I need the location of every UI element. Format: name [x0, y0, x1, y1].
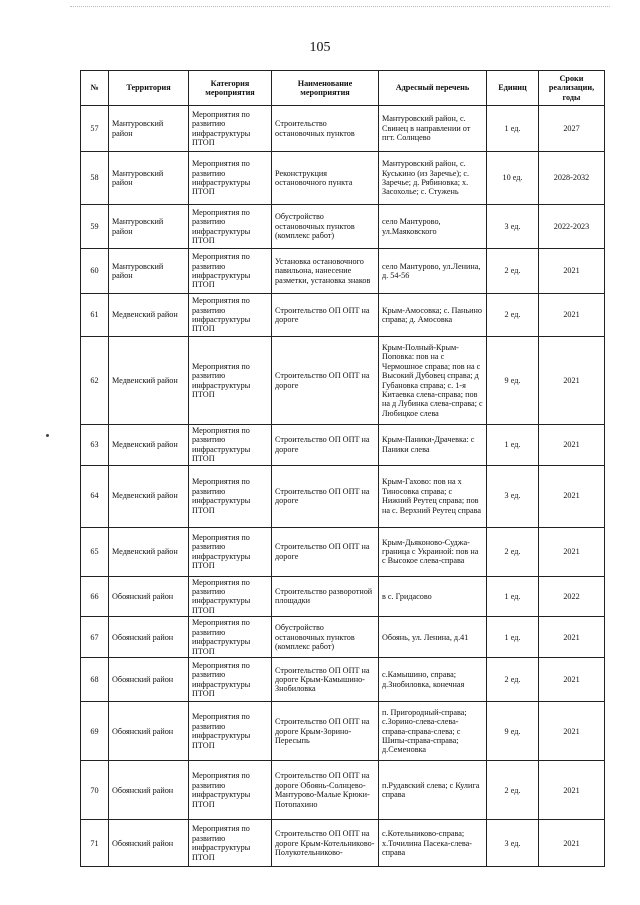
header-address: Адресный перечень — [379, 71, 487, 106]
row-category: Мероприятия по развитию инфраструктуры ПТОП — [189, 465, 272, 527]
row-units: 9 ед. — [487, 702, 539, 761]
row-name: Строительство остановочных пунктов — [272, 106, 379, 152]
row-category: Мероприятия по развитию инфраструктуры ПТОП — [189, 761, 272, 820]
row-name: Строительство ОП ОПТ на дороге — [272, 337, 379, 425]
page-number: 105 — [309, 40, 331, 55]
row-years: 2028-2032 — [539, 152, 605, 205]
row-territory: Медвенский район — [109, 425, 189, 466]
row-territory: Обоянский район — [109, 617, 189, 658]
row-territory: Обоянский район — [109, 761, 189, 820]
header-category: Категория мероприятия — [189, 71, 272, 106]
row-address: Крым-Полный-Крым-Поповка: пов на с Чермошное справа; пов на с Высокий Дубовец справа; д Губановка справа; с. 1-я Китаевка слева-справа; пов на д Лубинка слева-справа; с Любицкое слева — [379, 337, 487, 425]
row-territory: Медвенский район — [109, 337, 189, 425]
row-number: 71 — [81, 820, 109, 867]
row-category: Мероприятия по развитию инфраструктуры ПТОП — [189, 205, 272, 249]
row-number: 57 — [81, 106, 109, 152]
row-units: 3 ед. — [487, 465, 539, 527]
row-address: село Мантурово, ул.Ленина, д. 54-56 — [379, 249, 487, 294]
row-category: Мероприятия по развитию инфраструктуры ПТОП — [189, 617, 272, 658]
row-territory: Мантуровский район — [109, 205, 189, 249]
header-years: Сроки реализации, годы — [539, 71, 605, 106]
row-number: 62 — [81, 337, 109, 425]
row-name: Установка остановочного павильона, нанесение разметки, установка знаков — [272, 249, 379, 294]
row-name: Строительство ОП ОПТ на дороге Крым-Камышино-Знобиловка — [272, 658, 379, 702]
table-row — [81, 425, 605, 466]
row-territory: Мантуровский район — [109, 152, 189, 205]
row-number: 68 — [81, 658, 109, 702]
row-category: Мероприятия по развитию инфраструктуры ПТОП — [189, 658, 272, 702]
row-category: Мероприятия по развитию инфраструктуры ПТОП — [189, 527, 272, 576]
measures-table — [80, 70, 605, 867]
row-territory: Медвенский район — [109, 527, 189, 576]
row-number: 64 — [81, 465, 109, 527]
header-number: № — [81, 71, 109, 106]
row-name: Строительство ОП ОПТ на дороге — [272, 294, 379, 337]
row-years: 2021 — [539, 465, 605, 527]
row-address: Крым-Дьяконово-Суджа-граница с Украиной: пов на с Высокое слева-справа — [379, 527, 487, 576]
row-name: Строительство ОП ОПТ на дороге Обоянь-Солнцево-Мантурово-Малые Крюки-Потопахино — [272, 761, 379, 820]
row-address: в с. Гридасово — [379, 576, 487, 617]
table-row — [81, 576, 605, 617]
row-units: 10 ед. — [487, 152, 539, 205]
row-years: 2021 — [539, 294, 605, 337]
row-category: Мероприятия по развитию инфраструктуры ПТОП — [189, 106, 272, 152]
row-number: 69 — [81, 702, 109, 761]
row-name: Строительство ОП ОПТ на дороге — [272, 527, 379, 576]
row-years: 2027 — [539, 106, 605, 152]
table-row — [81, 527, 605, 576]
row-territory: Медвенский район — [109, 294, 189, 337]
table-row — [81, 761, 605, 820]
row-address: Мантуровский район, с. Свинец в направлении от пгт. Солнцево — [379, 106, 487, 152]
row-address: Мантуровский район, с. Куськино (из Заречье); с. Заречье; д. Рябиновка; х. Засохолье; с. Стужень — [379, 152, 487, 205]
row-number: 60 — [81, 249, 109, 294]
row-category: Мероприятия по развитию инфраструктуры ПТОП — [189, 337, 272, 425]
row-category: Мероприятия по развитию инфраструктуры ПТОП — [189, 576, 272, 617]
scan-edge-line — [70, 6, 610, 8]
row-years: 2021 — [539, 425, 605, 466]
row-category: Мероприятия по развитию инфраструктуры ПТОП — [189, 425, 272, 466]
row-units: 2 ед. — [487, 527, 539, 576]
row-category: Мероприятия по развитию инфраструктуры ПТОП — [189, 152, 272, 205]
row-units: 1 ед. — [487, 425, 539, 466]
row-territory: Мантуровский район — [109, 106, 189, 152]
row-number: 61 — [81, 294, 109, 337]
table-row — [81, 152, 605, 205]
table-row — [81, 205, 605, 249]
row-territory: Мантуровский район — [109, 249, 189, 294]
table-row — [81, 702, 605, 761]
table-header-row — [81, 71, 605, 106]
row-units: 1 ед. — [487, 576, 539, 617]
row-address: Крым-Паники-Драчевка: с Паники слева — [379, 425, 487, 466]
row-category: Мероприятия по развитию инфраструктуры ПТОП — [189, 249, 272, 294]
table-row — [81, 249, 605, 294]
row-name: Реконструкция остановочного пункта — [272, 152, 379, 205]
row-name: Обустройство остановочных пунктов (комплекс работ) — [272, 205, 379, 249]
row-years: 2021 — [539, 820, 605, 867]
row-territory: Обоянский район — [109, 576, 189, 617]
row-name: Строительство разворотной площадки — [272, 576, 379, 617]
row-address: Крым-Амосовка; с. Паньино справа; д. Амосовка — [379, 294, 487, 337]
row-years: 2022 — [539, 576, 605, 617]
header-name: Наименование мероприятия — [272, 71, 379, 106]
row-category: Мероприятия по развитию инфраструктуры ПТОП — [189, 820, 272, 867]
table-row — [81, 294, 605, 337]
row-address: село Мантурово, ул.Маяковского — [379, 205, 487, 249]
row-territory: Обоянский район — [109, 658, 189, 702]
header-territory: Территория — [109, 71, 189, 106]
row-territory: Обоянский район — [109, 702, 189, 761]
row-category: Мероприятия по развитию инфраструктуры ПТОП — [189, 702, 272, 761]
row-years: 2021 — [539, 658, 605, 702]
row-name: Строительство ОП ОПТ на дороге Крым-Котельниково-Полукотельниково- — [272, 820, 379, 867]
table-row — [81, 465, 605, 527]
row-units: 2 ед. — [487, 249, 539, 294]
row-address: п.Рудавский слева; с Кулига справа — [379, 761, 487, 820]
row-years: 2022-2023 — [539, 205, 605, 249]
row-years: 2021 — [539, 702, 605, 761]
row-number: 58 — [81, 152, 109, 205]
row-years: 2021 — [539, 249, 605, 294]
row-address: с.Котельниково-справа; х.Точилина Пасека-слева-справа — [379, 820, 487, 867]
row-number: 63 — [81, 425, 109, 466]
row-years: 2021 — [539, 527, 605, 576]
row-name: Строительство ОП ОПТ на дороге — [272, 425, 379, 466]
row-units: 9 ед. — [487, 337, 539, 425]
row-units: 1 ед. — [487, 617, 539, 658]
row-number: 59 — [81, 205, 109, 249]
row-number: 70 — [81, 761, 109, 820]
row-address: с.Камышино, справа; д.Знобиловка, конечная — [379, 658, 487, 702]
row-name: Строительство ОП ОПТ на дороге Крым-Зорино-Пересыпь — [272, 702, 379, 761]
table-row — [81, 820, 605, 867]
row-number: 67 — [81, 617, 109, 658]
row-number: 65 — [81, 527, 109, 576]
row-territory: Обоянский район — [109, 820, 189, 867]
row-units: 2 ед. — [487, 658, 539, 702]
scan-speck — [46, 434, 49, 437]
row-territory: Медвенский район — [109, 465, 189, 527]
row-units: 2 ед. — [487, 761, 539, 820]
row-address: Крым-Гахово: пов на х Тиносовка справа; с Нижний Реутец справа; пов на с. Верхний Реутец справа — [379, 465, 487, 527]
table-row — [81, 106, 605, 152]
row-category: Мероприятия по развитию инфраструктуры ПТОП — [189, 294, 272, 337]
row-name: Обустройство остановочных пунктов (комплекс работ) — [272, 617, 379, 658]
header-units: Единиц — [487, 71, 539, 106]
row-number: 66 — [81, 576, 109, 617]
row-units: 3 ед. — [487, 205, 539, 249]
row-address: п. Пригородный-справа; с.Зорино-слева-слева-справа-справа-слева; с Шипы-справа-справа; д.Семеновка — [379, 702, 487, 761]
row-units: 1 ед. — [487, 106, 539, 152]
row-name: Строительство ОП ОПТ на дороге — [272, 465, 379, 527]
row-years: 2021 — [539, 617, 605, 658]
table-row — [81, 617, 605, 658]
row-years: 2021 — [539, 761, 605, 820]
row-years: 2021 — [539, 337, 605, 425]
row-units: 2 ед. — [487, 294, 539, 337]
table-row — [81, 337, 605, 425]
row-address: Обоянь, ул. Ленина, д.41 — [379, 617, 487, 658]
table-row — [81, 658, 605, 702]
row-units: 3 ед. — [487, 820, 539, 867]
